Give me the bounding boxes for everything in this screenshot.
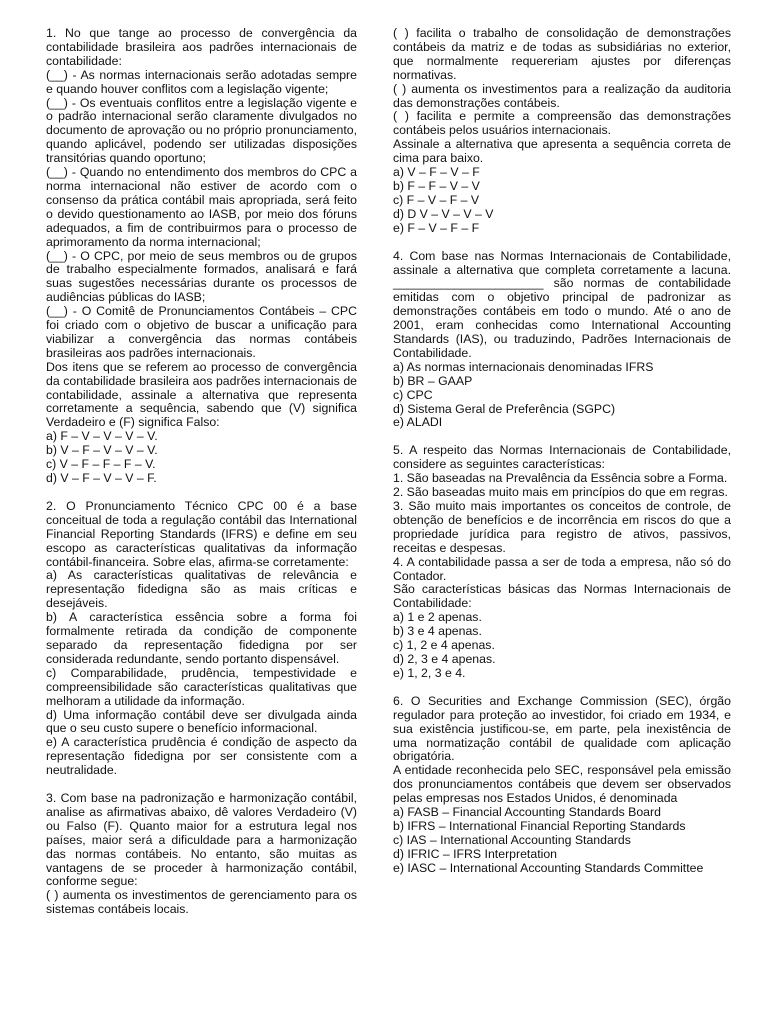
answer-option: e) ALADI xyxy=(393,415,443,430)
answer-option: d) Uma informação contábil deve ser divulgada ainda que o seu custo supere o benefício informacional. xyxy=(46,707,357,736)
statement: (__) - Os eventuais conflitos entre a legislação vigente e o padrão internacional serão claramente divulgados no documento de aprovação ou no próprio pronunciamento, quando aplicável, podendo ser utilizadas disposições transitórias quando oportuno; xyxy=(46,95,357,166)
answer-option: d) V – F – V – V – F. xyxy=(46,471,157,485)
answer-option: b) A característica essência sobre a forma foi formalmente retirada da condição de componente separado da representação fidedigna por ser considerada redundante, sendo portanto dispensável. xyxy=(46,610,357,666)
answer-option: e) IASC – International Accounting Standards Committee xyxy=(393,860,704,875)
question-4 xyxy=(393,250,731,431)
answer-option: b) IFRS – International Financial Reporting Standards xyxy=(393,818,686,833)
statement: 1. São baseadas na Prevalência da Essência sobre a Forma. xyxy=(393,471,728,486)
answer-option: b) BR – GAAP xyxy=(393,373,473,388)
question-stem: 1. No que tange ao processo de convergência da contabilidade brasileira aos padrões internacionais de contabilidade: xyxy=(46,26,357,68)
question-5 xyxy=(393,444,731,680)
statement: (__) - Quando no entendimento dos membros do CPC a norma internacional não estiver de acordo com o consenso da prática contábil mais apropriada, será feito o devido questionamento ao IASB, por meio dos fóruns adequados, a fim de contribuirmos para o processo de aprimoramento da norma internacional; xyxy=(46,165,357,249)
question-1 xyxy=(46,27,357,486)
question-stem: 2. O Pronunciamento Técnico CPC 00 é a base conceitual de toda a regulação contábil das International Financial Reporting Standards (IFRS) e define em seu escopo as características qualitativas da informação contábil-financeira. Sobre elas, afirma-se corretamente: xyxy=(46,498,357,569)
statement: ( ) aumenta os investimentos de gerenciamento para os sistemas contábeis locais. xyxy=(46,888,357,917)
answer-option: d) Sistema Geral de Preferência (SGPC) xyxy=(393,401,616,416)
question-instruction: A entidade reconhecida pelo SEC, responsável pela emissão dos pronunciamentos contábeis que devem ser observados pelas empresas nos Estados Unidos, é denominada xyxy=(393,763,731,806)
statement: (__) - O CPC, por meio de seus membros ou de grupos de trabalho especialmente formados, analisará e fará suas sugestões necessárias durante os processos de audiências públicas do IASB; xyxy=(46,248,357,305)
statement: 2. São baseadas muito mais em princípios do que em regras. xyxy=(393,485,728,500)
answer-option: a) 1 e 2 apenas. xyxy=(393,610,482,625)
question-instruction: Dos itens que se referem ao processo de convergência da contabilidade brasileira aos padrões internacionais de contabilidade, assinale a alternativa que representa corretamente a sequência, sabendo que (V) significa Verdadeiro e (F) significa Falso: xyxy=(46,359,357,430)
left-column xyxy=(46,27,357,917)
answer-option: c) Comparabilidade, prudência, tempestividade e compreensibilidade são características qualitativas que melhoram a utilidade da informação. xyxy=(46,665,357,708)
answer-option: a) F – V – V – V – V. xyxy=(46,429,158,444)
answer-option: b) V – F – V – V – V. xyxy=(46,443,158,458)
answer-option: b) F – F – V – V xyxy=(393,178,480,193)
answer-option: c) V – F – F – F – V. xyxy=(46,457,156,472)
question-2 xyxy=(46,500,357,778)
statement: ( ) facilita o trabalho de consolidação de demonstrações contábeis da matriz e de todas as subsidiárias no exterior, que normalmente requereriam ajustes por diferenças normativas. xyxy=(393,26,731,82)
statement: 4. A contabilidade passa a ser de toda a empresa, não só do Contador. xyxy=(393,554,731,583)
answer-option: c) F – V – F – V xyxy=(393,192,480,207)
statement: (__) - O Comitê de Pronunciamentos Contábeis – CPC foi criado com o objetivo de buscar a unificação para viabilizar a convergência das normas contábeis brasileiras aos padrões internacionais. xyxy=(46,304,357,360)
answer-option: d) D V – V – V – V xyxy=(393,206,494,221)
question-stem: 6. O Securities and Exchange Commission (SEC), órgão regulador para proteção ao investidor, foi criado em 1934, e sua existência justificou-se, em parte, pela inexistência de uma normatização contábil de qualidade com aplicação obrigatória. xyxy=(393,693,731,764)
answer-option: d) IFRIC – IFRS Interpretation xyxy=(393,846,558,861)
question-stem: 4. Com base nas Normas Internacionais de Contabilidade, assinale a alternativa que completa corretamente a lacuna. ______________________ são normas de contabilidade emitidas com o objetivo principal de padronizar as demonstrações contábeis em todo o mundo. Até o ano de 2001, eram conhecidas como International Accounting Standards (IAS), ou traduzindo, Padrões Internacionais de Contabilidade. xyxy=(393,248,731,360)
statement: ( ) aumenta os investimentos para a realização da auditoria das demonstrações contábeis. xyxy=(393,81,731,110)
question-3 xyxy=(46,792,357,917)
answer-option: a) V – F – V – F xyxy=(393,165,480,180)
question-instruction: São características básicas das Normas Internacionais de Contabilidade: xyxy=(393,582,731,611)
answer-option: b) 3 e 4 apenas. xyxy=(393,624,482,639)
answer-option: a) As características qualitativas de relevância e representação fidedigna são as mais críticas e desejáveis. xyxy=(46,568,357,611)
answer-option: c) CPC xyxy=(393,387,433,402)
answer-option: a) FASB – Financial Accounting Standards Board xyxy=(393,805,661,820)
answer-option: d) 2, 3 e 4 apenas. xyxy=(393,651,496,666)
answer-option: e) A característica prudência é condição de aspecto da representação fidedigna por ser consistente com a neutralidade. xyxy=(46,735,357,778)
statement: ( ) facilita e permite a compreensão das demonstrações contábeis pelos usuários internacionais. xyxy=(393,109,731,138)
statement: (__) - As normas internacionais serão adotadas sempre e quando houver conflitos com a legislação vigente; xyxy=(46,67,357,96)
question-stem: 5. A respeito das Normas Internacionais de Contabilidade, considere as seguintes características: xyxy=(393,443,731,472)
answer-option: c) IAS – International Accounting Standards xyxy=(393,832,631,847)
statement: 3. São muito mais importantes os conceitos de controle, de obtenção de benefícios e de incorrência em riscos do que a propriedade jurídica para registro de ativos, passivos, receitas e despesas. xyxy=(393,499,731,555)
question-3-continued xyxy=(393,27,731,236)
right-column xyxy=(393,27,731,876)
question-instruction: Assinale a alternativa que apresenta a sequência correta de cima para baixo. xyxy=(393,137,731,166)
question-6 xyxy=(393,695,731,876)
answer-option: e) F – V – F – F xyxy=(393,220,480,235)
question-stem: 3. Com base na padronização e harmonização contábil, analise as afirmativas abaixo, dê valores Verdadeiro (V) ou Falso (F). Quanto maior for a estrutura legal nos países, maior será a dificuldade para a harmonização das normas contábeis. No entanto, são muitas as vantagens de se proceder à harmonização contábil, conforme segue: xyxy=(46,791,357,889)
answer-option: a) As normas internacionais denominadas IFRS xyxy=(393,359,654,374)
answer-option: e) 1, 2, 3 e 4. xyxy=(393,665,466,680)
answer-option: c) 1, 2 e 4 apenas. xyxy=(393,638,495,653)
